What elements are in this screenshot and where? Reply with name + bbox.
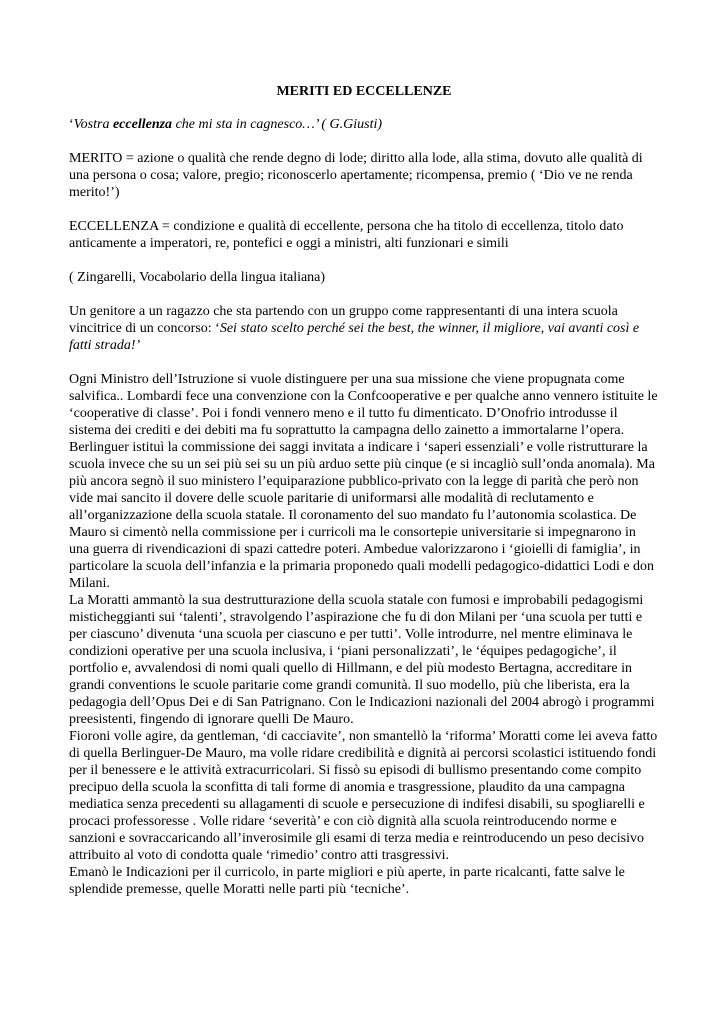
paragraph-fioroni: Fioroni volle agire, da gentleman, ‘di cacciavite’, non smantellò la ‘riforma’ Moratti come lei aveva fatto di quella Berlinguer-De Mauro, ma volle ridare credibilità e dignità ai percorsi scolastici istituendo fondi per il benessere e le attività extracurricolari. Si fissò su episodi di bullismo presentando come compito precipuo della scuola la sconfitta di tali forme di anomia e trasgressione, plaudito da una campagna mediatica senza precedenti su allagamenti di scuole e persecuzione di indifesi disabili, su spogliarelli e procaci professoresse . Volle ridare ‘severità’ e con ciò dignità alla scuola reintroducendo norme e sanzioni e sovraccaricando all’inverosimile gli esami di terza media e reintroducendo un peso decisivo attribuito al voto di condotta quale ‘rimedio’ contro atti trasgressivi. bbox=[69, 729, 658, 863]
paragraph-indicazioni: Emanò le Indicazioni per il curricolo, in parte migliori e più aperte, in parte ricalcanti, fatte salve le splendide premesse, quelle Moratti nelle parti più ‘tecniche’. bbox=[69, 865, 625, 897]
paragraph-berlinguer: Berlinguer istituì la commissione dei saggi invitata a indicare i ‘saperi essenziali’ e volle ristrutturare la scuola invece che su un sei più sei su un più arduo sette più cinque (e si incagliò sull’onda anomala). Ma più ancora segnò il suo ministero l’equiparazione pubblico-privato con la legge di parità che però non vide mai sancito il dovere delle scuole paritarie di uniformarsi alle modalità di reclutamento e all’organizzazione della scuola statale. Il coronamento del suo mandato fu l’autonomia scolastica. De Mauro si cimentò nella commissione per i curricoli ma le consortерie universitarie si impegnarono in una guerra di rivendicazioni di spazi cattedre poteri. Ambedue valorizzarono i ‘gioielli di famiglia’, in particolare la scuola dell’infanzia e la primaria proponedo quali modelli pedagogico-didattici Lodi e don Milani. bbox=[69, 440, 655, 591]
definition-eccellenza: ECCELLENZA = condizione e qualità di eccellente, persona che ha titolo di eccellenza, titolo dato anticamente a imperatori, re, pontefici e oggi a ministri, alti funzionari e simili bbox=[69, 219, 624, 251]
epigraph bbox=[69, 116, 659, 133]
document-title: MERITI ED ECCELLENZE bbox=[276, 84, 452, 99]
paragraph-moratti: La Moratti ammantò la sua destrutturazione della scuola statale con fumosi e improbabili pedagogismi misticheggianti sui ‘talenti’, stravolgendo l’aspirazione che fu di don Milani per ‘una scuola per tutti e per ciascuno’ divenuta ‘una scuola per ciascuno e per tutti’. Volle introdurre, nel mentre eliminava le condizioni operative per una scuola inclusiva, i ‘piani personalizzati’, le ‘équipes pedagogiche’, il portfolio e, avvalendosi di nomi quali quello di Hillmann, e del più modesto Bertagna, accreditare in grandi conventions le scuole paritarie come grandi comunità. Il suo modello, più che liberista, era la pedagogia dell’Opus Dei e di San Patrignano. Con le Indicazioni nazionali del 2004 abrogò i programmi preesistenti, fingendo di ignorare quelli De Mauro. bbox=[69, 593, 655, 727]
definition-merito: MERITO = azione o qualità che rende degno di lode; diritto alla lode, alla stima, dovuto alle qualità di una persona o cosa; valore, pregio; riconoscerlo apertamente; ricompensa, premio ( ‘Dio ve ne renda merito!’) bbox=[69, 151, 643, 200]
anecdote-text: Un genitore a un ragazzo che sta partendo con un gruppo come rappresentanti di una intera scuola vincitrice di un concorso: ‘ bbox=[69, 304, 618, 336]
paragraph-ministri: Ogni Ministro dell’Istruzione si vuole distinguere per una sua missione che viene propugnata come salvifica.. Lombardi fece una convenzione con la Confcooperative e per qualche anno vennero istituite le ‘cooperative di classe’. Poi i fondi vennero meno e il tutto fu dimenticato. D’Onofrio introdusse il sistema dei crediti e dei debiti ma fu soprattutto la campagna dello zainetto a immortalarne l’opera. bbox=[69, 372, 658, 438]
epigraph-part2: che mi sta in cagnesco…’ ( G.Giusti) bbox=[172, 117, 383, 132]
anecdote-quote: Sei stato scelto perché sei the best, the winner, il migliore, vai avanti così e fatti strada!’ bbox=[69, 321, 640, 353]
document-body bbox=[69, 83, 659, 898]
epigraph-open-quote: ‘ bbox=[69, 117, 74, 132]
epigraph-emphasis: eccellenza bbox=[112, 117, 173, 132]
anecdote-paragraph bbox=[69, 303, 659, 354]
definition-source: ( Zingarelli, Vocabolario della lingua italiana) bbox=[69, 270, 326, 285]
epigraph-part1: Vostra bbox=[73, 117, 113, 132]
